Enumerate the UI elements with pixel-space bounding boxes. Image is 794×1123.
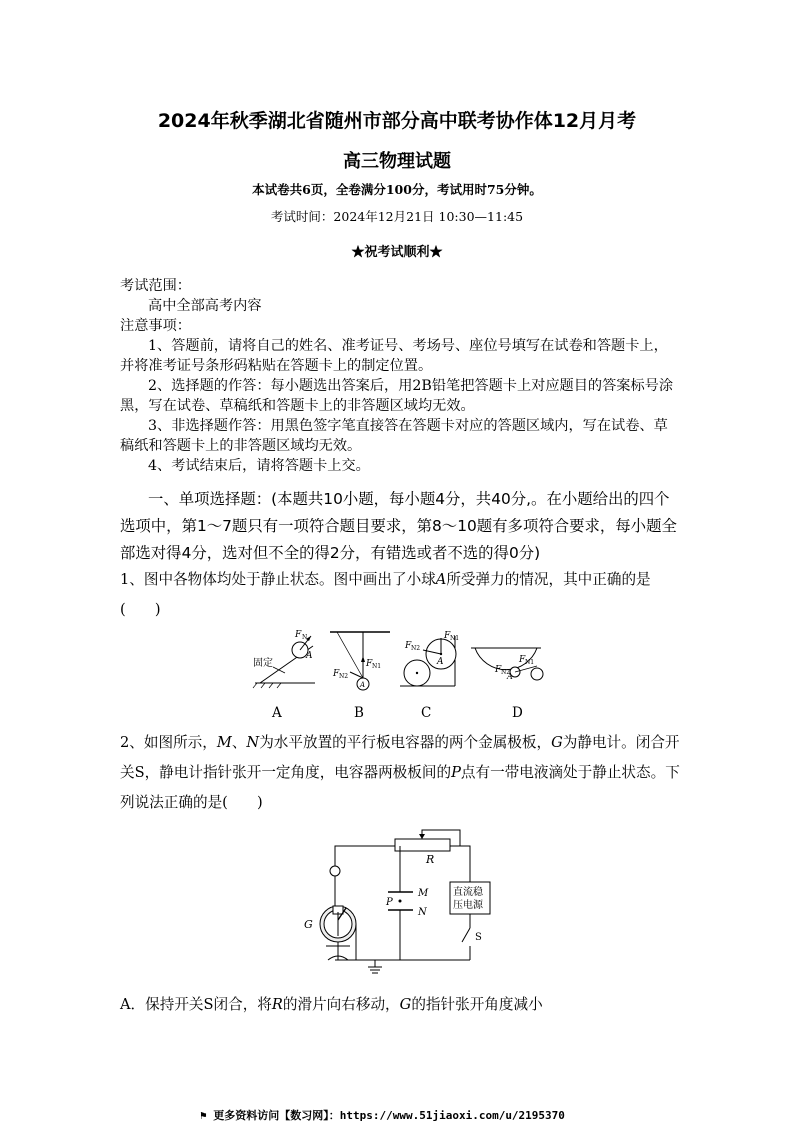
figure-b xyxy=(330,632,390,690)
question-1-figure xyxy=(245,626,555,696)
svg-text:固定: 固定 xyxy=(253,658,273,669)
note-item: 4、考试结束后，请将答题卡上交。 xyxy=(148,458,370,474)
footer-text[interactable]: 更多资料访问【数习网】：https://www.51jiaoxi.com/u/2195370 xyxy=(213,1109,565,1122)
svg-text:F: F xyxy=(444,631,451,641)
good-luck-line: ★祝考试顺利★ xyxy=(351,245,443,260)
svg-text:R: R xyxy=(426,853,435,866)
svg-text:N1: N1 xyxy=(450,635,460,642)
question-2-text: 2、如图所示，M、N为水平放置的平行板电容器的两个金属极板，G为静电计。闭合开关S，静电计指针张开一定角度，电容器两极板间的P点有一带电液滴处于静止状态。下列说法正确的是( ) xyxy=(120,734,680,811)
svg-text:直流稳: 直流稳 xyxy=(453,887,483,898)
section-heading: 一、单项选择题：(本题共10小题，每小题4分，共40分,。在小题给出的四个选项中，第1～7题只有一项符合题目要求，第8～10题有多项符合要求，每小题全部选对得4分，选对但不全的得2分，有错选或者不选的得0分) xyxy=(120,490,677,562)
attention-label: 注意事项： xyxy=(120,318,191,334)
question-2-option-a: A．保持开关S闭合，将R的滑片向右移动，G的指针张开角度减小 xyxy=(120,996,543,1013)
svg-text:A: A xyxy=(507,672,513,681)
svg-text:F: F xyxy=(295,630,302,640)
question-2-circuit xyxy=(300,824,500,974)
svg-text:F: F xyxy=(405,641,412,651)
svg-text:N: N xyxy=(418,907,427,918)
svg-text:P: P xyxy=(386,897,393,908)
svg-text:F: F xyxy=(333,669,340,679)
exam-time: 考试时间：2024年12月21日 10:30—11:45 xyxy=(270,209,524,224)
svg-text:G: G xyxy=(304,918,313,931)
svg-text:N2: N2 xyxy=(501,669,511,676)
svg-text:A: A xyxy=(437,657,444,667)
range-label: 考试范围： xyxy=(120,278,191,294)
svg-text:A: A xyxy=(360,681,366,689)
svg-text:N1: N1 xyxy=(525,659,535,666)
exam-subtitle: 高三物理试题 xyxy=(343,151,451,172)
flag-icon: ⚑ xyxy=(200,1109,207,1122)
svg-text:F: F xyxy=(366,659,373,669)
notes-block xyxy=(120,276,680,476)
figure-c xyxy=(400,631,459,686)
footer-link[interactable] xyxy=(200,1107,565,1123)
option-label: A xyxy=(272,705,282,721)
note-item: 2、选择题的作答：每小题选出答案后，用2B铅笔把答题卡上对应题目的答案标号涂黑，写在试卷、草稿纸和答题卡上的非答题区域均无效。 xyxy=(120,378,674,414)
svg-text:压电源: 压电源 xyxy=(453,900,483,911)
svg-text:M: M xyxy=(418,888,429,899)
figure-a xyxy=(253,630,315,688)
svg-text:N2: N2 xyxy=(339,673,349,680)
option-label: B xyxy=(354,705,364,721)
question-1-text: 1、图中各物体均处于静止状态。图中画出了小球A所受弹力的情况，其中正确的是( ) xyxy=(120,571,651,618)
svg-text:N: N xyxy=(302,634,308,641)
svg-text:S: S xyxy=(475,932,482,943)
svg-text:F: F xyxy=(495,665,502,675)
option-label: D xyxy=(512,705,523,721)
option-label: C xyxy=(421,705,432,721)
svg-text:N1: N1 xyxy=(372,663,382,670)
note-item: 1、答题前，请将自己的姓名、准考证号、考场号、座位号填写在试卷和答题卡上，并将准考证号条形码粘贴在答题卡上的制定位置。 xyxy=(120,338,668,374)
range-value: 高中全部高考内容 xyxy=(148,298,262,314)
figure-d xyxy=(471,648,543,681)
svg-text:A: A xyxy=(306,651,313,661)
electrometer xyxy=(320,866,356,960)
svg-text:F: F xyxy=(519,655,526,665)
svg-text:N2: N2 xyxy=(411,645,421,652)
exam-title: 2024年秋季湖北省随州市部分高中联考协作体12月月考 xyxy=(157,110,637,132)
note-item: 3、非选择题作答：用黑色签字笔直接答在答题卡对应的答题区域内，写在试卷、草稿纸和答题卡上的非答题区域均无效。 xyxy=(120,418,668,454)
exam-info: 本试卷共6页，全卷满分100分，考试用时75分钟。 xyxy=(252,182,542,197)
